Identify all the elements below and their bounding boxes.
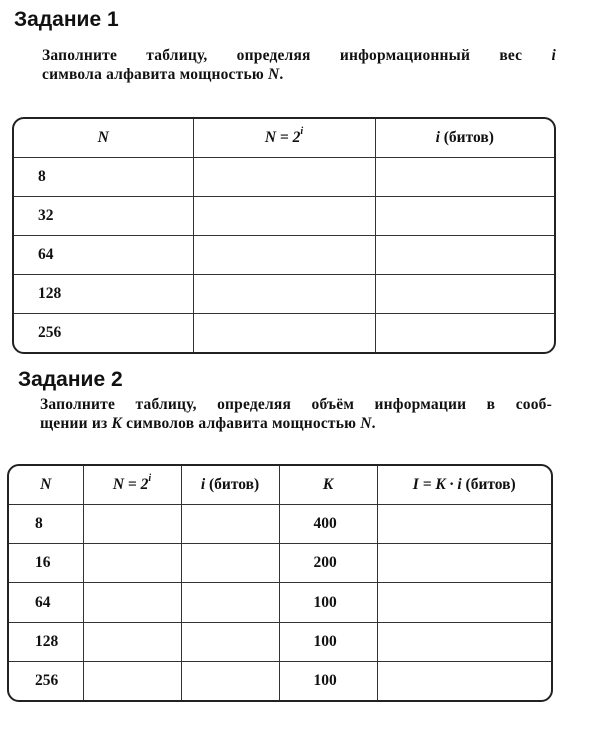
task2-header-power-base: N = 2 xyxy=(112,475,149,493)
task1-cell-power-empty[interactable] xyxy=(193,196,375,235)
task1-var-i: i xyxy=(551,47,556,64)
task2-cell-bits-empty[interactable] xyxy=(181,622,279,661)
task2-cell-n: 128 xyxy=(9,622,83,661)
task2-cell-n: 16 xyxy=(9,544,83,583)
table-row xyxy=(14,275,554,314)
table-row xyxy=(9,504,551,543)
task2-cell-volume-empty[interactable] xyxy=(377,622,551,661)
task1-text-period: . xyxy=(279,66,284,83)
task2-text-line2-middle: символов алфавита мощностью xyxy=(126,415,357,432)
task2-var-n: N xyxy=(360,415,372,432)
task2-cell-volume-empty[interactable] xyxy=(377,504,551,543)
task1-cell-bits-empty[interactable] xyxy=(375,196,554,235)
task1-heading: Задание 1 xyxy=(14,8,119,31)
task1-header-bits-unit: (битов) xyxy=(443,128,494,146)
task2-header-k xyxy=(279,466,377,504)
task2-header-volume xyxy=(377,466,551,504)
task1-cell-power-empty[interactable] xyxy=(193,314,375,352)
task1-text-line1 xyxy=(42,46,556,65)
task2-text-line2-start: щении из xyxy=(40,415,108,432)
task2-heading: Задание 2 xyxy=(18,368,123,391)
task2-header-k-text: K xyxy=(322,475,334,493)
task1-cell-bits-empty[interactable] xyxy=(375,314,554,352)
task1-text-line1-words: Заполните таблицу, определяя информационный вес xyxy=(42,47,523,64)
task2-cell-volume-empty[interactable] xyxy=(377,544,551,583)
task2-cell-volume-empty[interactable] xyxy=(377,662,551,700)
task2-cell-bits-empty[interactable] xyxy=(181,662,279,700)
task1-header-power-base: N = 2 xyxy=(264,128,301,146)
task1-header-bits xyxy=(375,119,554,157)
task2-header-n xyxy=(9,466,83,504)
task1-text xyxy=(42,46,556,84)
task2-cell-n: 64 xyxy=(9,583,83,622)
table-row xyxy=(9,662,551,700)
task2-cell-bits-empty[interactable] xyxy=(181,583,279,622)
task2-text-line2 xyxy=(40,414,552,433)
task2-header-volume-formula: I = K · i xyxy=(412,475,462,493)
task1-header-n-text: N xyxy=(97,128,109,146)
task1-cell-n: 32 xyxy=(14,196,193,235)
task2-cell-volume-empty[interactable] xyxy=(377,583,551,622)
task2-header-power xyxy=(83,466,181,504)
task1-header-power-exp: i xyxy=(300,125,304,137)
task1-var-n: N xyxy=(267,66,280,83)
task1-text-line2 xyxy=(42,65,556,84)
task2-cell-n: 256 xyxy=(9,662,83,700)
task2-cell-k: 100 xyxy=(279,622,377,661)
task1-text-line2-words: символа алфавита мощностью xyxy=(42,66,264,83)
task2-cell-power-empty[interactable] xyxy=(83,662,181,700)
task1-cell-power-empty[interactable] xyxy=(193,157,375,196)
task2-header-volume-unit: (битов) xyxy=(465,475,516,493)
task2-text xyxy=(40,395,552,433)
task1-header-row xyxy=(14,119,554,157)
task1-cell-bits-empty[interactable] xyxy=(375,235,554,274)
task2-header-n-text: N xyxy=(40,475,52,493)
task2-cell-power-empty[interactable] xyxy=(83,544,181,583)
task2-text-period: . xyxy=(371,415,376,432)
table-row xyxy=(14,314,554,352)
table-row xyxy=(9,583,551,622)
table-row xyxy=(14,235,554,274)
task1-cell-n: 8 xyxy=(14,157,193,196)
task1-cell-power-empty[interactable] xyxy=(193,235,375,274)
task1-cell-power-empty[interactable] xyxy=(193,275,375,314)
task2-header-bits xyxy=(181,466,279,504)
task1-header-bits-var: i xyxy=(435,128,440,146)
task1-header-power xyxy=(193,119,375,157)
task2-cell-bits-empty[interactable] xyxy=(181,544,279,583)
task1-cell-n: 64 xyxy=(14,235,193,274)
table-row xyxy=(9,622,551,661)
task1-cell-bits-empty[interactable] xyxy=(375,157,554,196)
task2-cell-power-empty[interactable] xyxy=(83,622,181,661)
task1-cell-bits-empty[interactable] xyxy=(375,275,554,314)
task1-header-n xyxy=(14,119,193,157)
task2-cell-k: 100 xyxy=(279,662,377,700)
task2-header-row xyxy=(9,466,551,504)
task2-cell-k: 400 xyxy=(279,504,377,543)
task2-header-power-exp: i xyxy=(148,472,152,484)
task2-header-bits-var: i xyxy=(200,475,206,493)
task2-header-bits-unit: (битов) xyxy=(209,475,260,493)
task2-cell-k: 100 xyxy=(279,583,377,622)
task2-table xyxy=(7,464,553,702)
task2-cell-bits-empty[interactable] xyxy=(181,504,279,543)
task1-cell-n: 128 xyxy=(14,275,193,314)
task1-cell-n: 256 xyxy=(14,314,193,352)
task2-var-k: K xyxy=(111,415,123,432)
task2-text-line1: Заполните таблицу, определяя объём информации в сооб- xyxy=(40,396,552,413)
task1-table xyxy=(12,117,556,354)
task2-cell-power-empty[interactable] xyxy=(83,504,181,543)
table-row xyxy=(14,157,554,196)
task2-cell-n: 8 xyxy=(9,504,83,543)
table-row xyxy=(9,544,551,583)
table-row xyxy=(14,196,554,235)
task2-cell-power-empty[interactable] xyxy=(83,583,181,622)
task2-cell-k: 200 xyxy=(279,544,377,583)
